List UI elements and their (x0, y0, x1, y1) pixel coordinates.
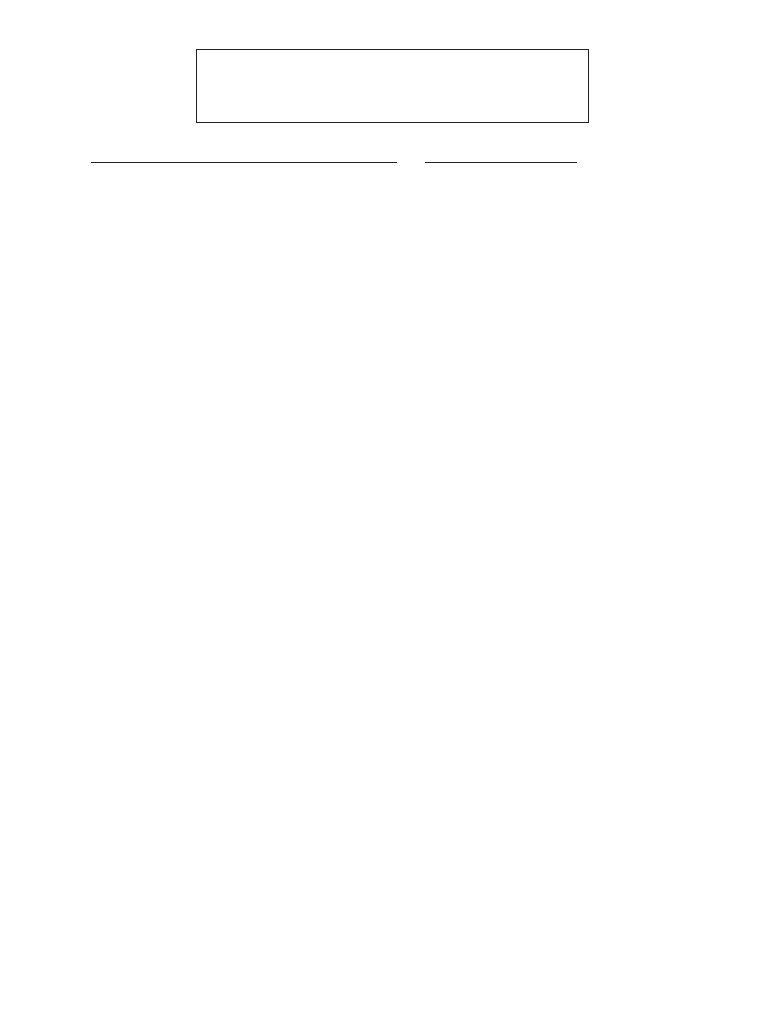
date-blank[interactable] (425, 147, 577, 163)
title-box (196, 49, 589, 123)
name-blank[interactable] (91, 147, 397, 163)
name-date-line (91, 147, 577, 170)
